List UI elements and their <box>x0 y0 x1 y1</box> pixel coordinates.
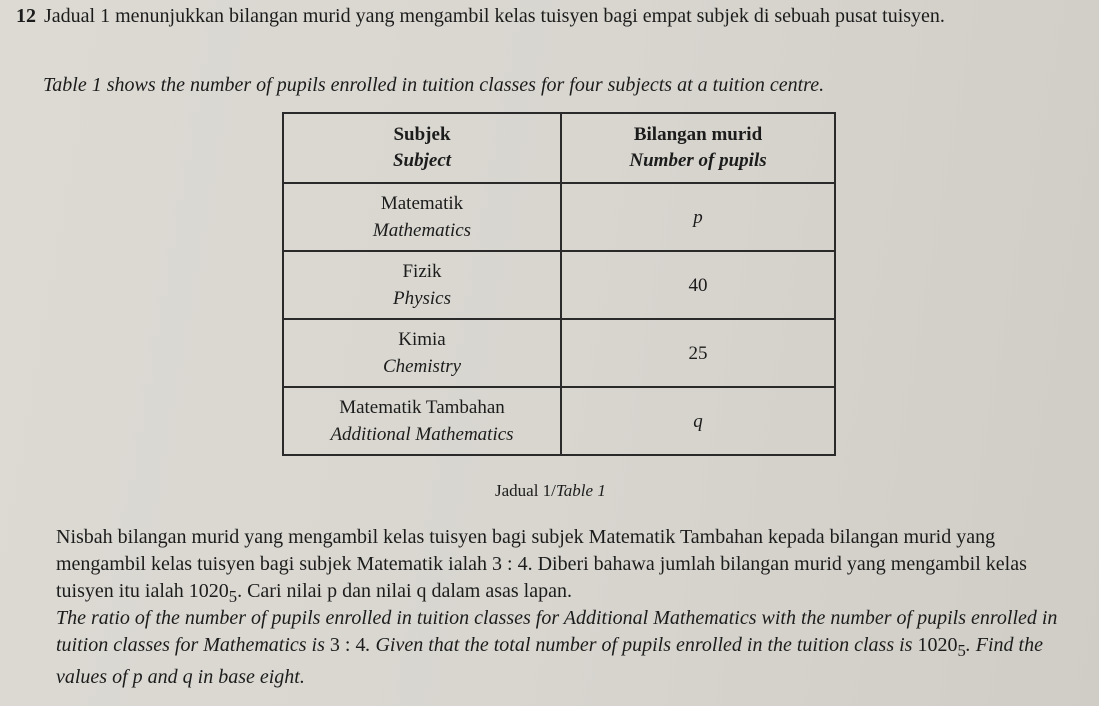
problem-text-malay: Nisbah bilangan murid yang mengambil kelas tuisyen bagi subjek Matematik Tambahan kepada bilangan murid yang mengambil kelas tuisyen bagi subjek Matematik ialah 3 : 4. Diberi bahawa jumlah bilangan murid yang mengambil kelas tuisyen itu ialah $1020_5$. Cari nilai p dan nilai q dalam asas lapan. <box>56 526 1027 606</box>
question-intro-english: Table 1 shows the number of pupils enrolled in tuition classes for four subjects at a tuition centre. <box>43 74 825 96</box>
problem-text-english: The ratio of the number of pupils enrolled in tuition classes for Additional Mathematics with the number of pupils enrolled in tuition classes for Mathematics is 3 : 4. Given that the total number of pupils enrolled in the tuition class is $1020_5$. Find the values of p and q in base eight. <box>56 607 1058 688</box>
table-header-row <box>283 113 835 183</box>
subject-cell: Fizik Physics <box>283 251 561 319</box>
pupils-table <box>282 112 836 456</box>
header-number-of-pupils: Bilangan murid Number of pupils <box>561 113 835 183</box>
subject-cell: Matematik Tambahan Additional Mathematics <box>283 387 561 455</box>
subject-cell: Matematik Mathematics <box>283 183 561 251</box>
table-row <box>283 319 835 387</box>
table-caption: Jadual 1/Table 1 <box>495 481 606 500</box>
value-cell: q <box>561 387 835 455</box>
question-text-malay <box>16 2 1076 30</box>
value-cell: 40 <box>561 251 835 319</box>
header-subject: Subjek Subject <box>283 113 561 183</box>
table-row <box>283 183 835 251</box>
question-number: 12 <box>16 5 36 27</box>
table-row <box>283 387 835 455</box>
subject-cell: Kimia Chemistry <box>283 319 561 387</box>
value-cell: p <box>561 183 835 251</box>
table-row <box>283 251 835 319</box>
question-intro-malay: Jadual 1 menunjukkan bilangan murid yang mengambil kelas tuisyen bagi empat subjek di sebuah pusat tuisyen. <box>44 5 945 27</box>
value-cell: 25 <box>561 319 835 387</box>
